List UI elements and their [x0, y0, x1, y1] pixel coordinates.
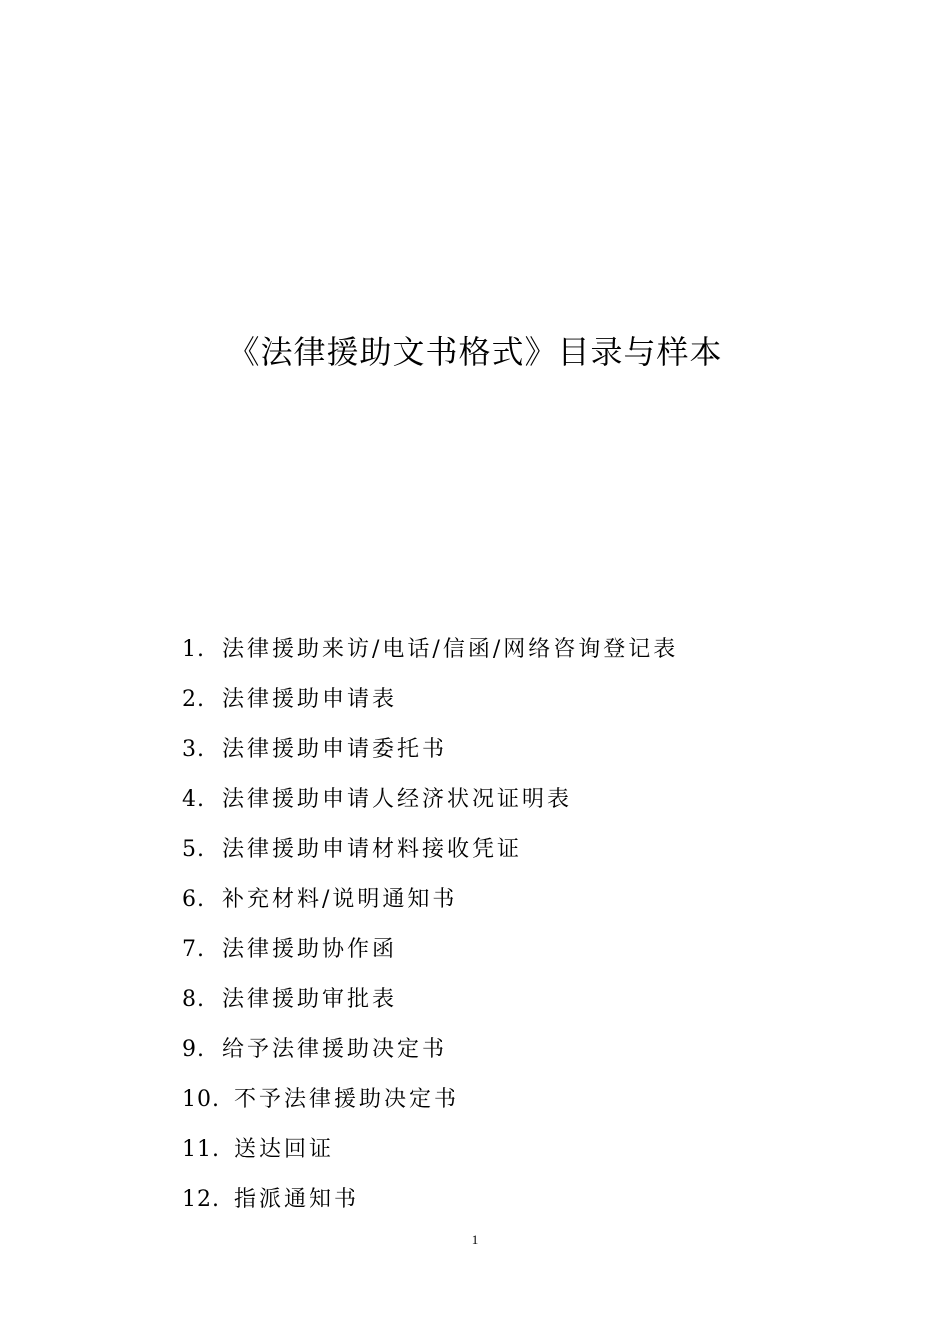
toc-item-number: 9.	[182, 1037, 205, 1062]
toc-item-number: 1.	[182, 637, 205, 662]
toc-item-number: 11.	[182, 1137, 220, 1162]
toc-item-number: 6.	[182, 887, 205, 912]
toc-item-label: 法律援助协作函	[222, 937, 398, 962]
toc-item-number: 3.	[182, 737, 205, 762]
toc-item-label: 法律援助审批表	[222, 987, 398, 1012]
toc-item-label: 法律援助申请人经济状况证明表	[222, 787, 573, 812]
toc-item	[182, 828, 678, 878]
table-of-contents	[182, 628, 678, 1228]
toc-item	[182, 778, 678, 828]
toc-item-label: 指派通知书	[234, 1187, 360, 1212]
page-number: 1	[471, 1232, 479, 1247]
toc-item	[182, 878, 678, 928]
toc-item-number: 2.	[182, 687, 205, 712]
toc-item-number: 8.	[182, 987, 205, 1012]
toc-item-number: 10.	[182, 1087, 220, 1112]
toc-item	[182, 1028, 678, 1078]
toc-item	[182, 978, 678, 1028]
toc-item-number: 12.	[182, 1187, 220, 1212]
toc-item	[182, 678, 678, 728]
toc-item-label: 补充材料/说明通知书	[222, 887, 458, 912]
toc-item	[182, 728, 678, 778]
toc-item-label: 法律援助申请委托书	[222, 737, 448, 762]
page-title: 《法律援助文书格式》目录与样本	[227, 333, 723, 371]
toc-item-label: 送达回证	[234, 1137, 335, 1162]
toc-item	[182, 1178, 678, 1228]
toc-item-number: 7.	[182, 937, 205, 962]
toc-item-label: 法律援助来访/电话/信函/网络咨询登记表	[222, 637, 679, 662]
toc-item-number: 5.	[182, 837, 205, 862]
toc-item-number: 4.	[182, 787, 205, 812]
toc-item	[182, 1078, 678, 1128]
toc-item	[182, 1128, 678, 1178]
toc-item-label: 给予法律援助决定书	[222, 1037, 448, 1062]
toc-item-label: 法律援助申请表	[222, 687, 398, 712]
toc-item-label: 法律援助申请材料接收凭证	[222, 837, 523, 862]
toc-item	[182, 628, 678, 678]
toc-item	[182, 928, 678, 978]
toc-item-label: 不予法律援助决定书	[234, 1087, 460, 1112]
